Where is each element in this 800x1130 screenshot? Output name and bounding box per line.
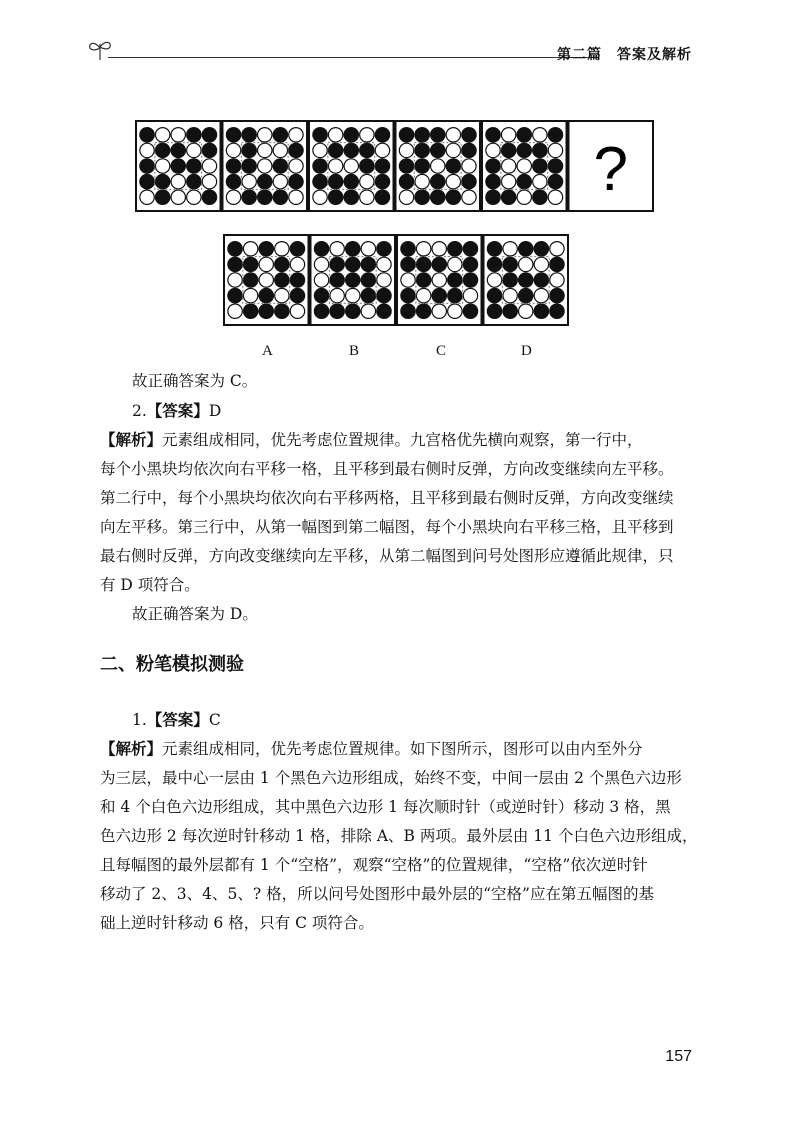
grid-circle	[242, 190, 256, 204]
q2-analysis-line-6: 有 D 项符合。	[100, 576, 200, 594]
grid-circle	[519, 288, 533, 302]
grid-circle	[202, 143, 216, 157]
grid-circle	[314, 288, 328, 302]
grid-circle	[503, 288, 517, 302]
grid-circle	[242, 159, 256, 173]
grid-circle	[487, 242, 501, 256]
grid-circle	[273, 128, 287, 142]
grid-circle	[273, 190, 287, 204]
grid-circle	[431, 128, 445, 142]
grid-circle	[313, 128, 327, 142]
grid-circle	[155, 128, 169, 142]
grid-circle	[550, 257, 564, 271]
grid-circle	[171, 174, 185, 188]
option-panel-b	[311, 235, 396, 325]
grid-circle	[228, 257, 242, 271]
grid-circle	[228, 273, 242, 287]
grid-circle	[401, 273, 415, 287]
q2-analysis-tag: 【解析】	[100, 430, 163, 449]
grid-circle	[519, 273, 533, 287]
grid-circle	[273, 159, 287, 173]
grid-circle	[399, 159, 413, 173]
grid-circle	[432, 242, 446, 256]
options-figure	[223, 234, 573, 326]
grid-circle	[501, 143, 515, 157]
option-label-b: B	[349, 343, 360, 359]
grid-circle	[463, 304, 477, 318]
grid-circle	[360, 128, 374, 142]
s2q1-analysis-line-6: 移动了 2、3、4、5、? 格，所以问号处图形中最外层的“空格”应在第五幅图的基	[100, 885, 654, 903]
grid-circle	[431, 143, 445, 157]
options-row	[223, 234, 573, 326]
grid-circle	[289, 159, 303, 173]
grid-circle	[446, 190, 460, 204]
grid-circle	[361, 257, 375, 271]
grid-circle	[486, 143, 500, 157]
grid-circle	[344, 190, 358, 204]
grid-circle	[360, 190, 374, 204]
grid-circle	[228, 288, 242, 302]
grid-circle	[534, 273, 548, 287]
grid-circle	[328, 143, 342, 157]
grid-circle	[446, 128, 460, 142]
grid-circle	[243, 257, 257, 271]
grid-circle	[275, 304, 289, 318]
grid-circle	[140, 143, 154, 157]
grid-circle	[401, 257, 415, 271]
question-panel-1	[136, 121, 221, 211]
grid-circle	[463, 257, 477, 271]
grid-circle	[226, 128, 240, 142]
q2-analysis-line-2: 每个小黑块均依次向右平移一格，且平移到最右侧时反弹，方向改变继续向左平移。	[100, 460, 674, 478]
grid-circle	[360, 174, 374, 188]
grid-circle	[415, 143, 429, 157]
q2-analysis-line-3: 第二行中，每个小黑块均依次向右平移两格，且平移到最右侧时反弹，方向改变继续	[100, 489, 674, 507]
grid-circle	[226, 174, 240, 188]
grid-circle	[399, 143, 413, 157]
grid-circle	[534, 257, 548, 271]
grid-circle	[432, 273, 446, 287]
grid-circle	[503, 242, 517, 256]
grid-circle	[259, 304, 273, 318]
grid-circle	[517, 174, 531, 188]
grid-circle	[344, 159, 358, 173]
grid-circle	[275, 273, 289, 287]
grid-circle	[533, 159, 547, 173]
grid-circle	[377, 288, 391, 302]
grid-circle	[187, 159, 201, 173]
grid-circle	[503, 304, 517, 318]
grid-circle	[187, 128, 201, 142]
grid-circle	[202, 159, 216, 173]
grid-circle	[171, 143, 185, 157]
option-panel-d	[484, 235, 569, 325]
s2q1-analysis-line-1	[100, 738, 700, 760]
grid-circle	[399, 174, 413, 188]
q2-analysis-line-4: 向左平移。第三行中，从第一幅图到第二幅图，每个小黑块向右平移三格，且平移到	[100, 518, 674, 536]
grid-circle	[330, 257, 344, 271]
grid-circle	[314, 257, 328, 271]
grid-circle	[431, 159, 445, 173]
grid-circle	[548, 143, 562, 157]
grid-circle	[171, 128, 185, 142]
q2-analysis-text: 元素组成相同，优先考虑位置规律。九宫格优先横向观察，第一行中，	[162, 431, 643, 449]
grid-circle	[273, 143, 287, 157]
grid-circle	[375, 143, 389, 157]
s2q1-analysis-line-7: 础上逆时针移动 6 格，只有 C 项符合。	[100, 914, 374, 932]
grid-circle	[377, 242, 391, 256]
grid-circle	[258, 190, 272, 204]
grid-circle	[431, 174, 445, 188]
q2-answer-tag: 【答案】	[146, 401, 209, 420]
grid-circle	[313, 159, 327, 173]
grid-circle	[377, 257, 391, 271]
grid-circle	[377, 273, 391, 287]
grid-circle	[202, 190, 216, 204]
grid-circle	[548, 174, 562, 188]
grid-circle	[226, 143, 240, 157]
grid-circle	[548, 128, 562, 142]
grid-circle	[289, 174, 303, 188]
grid-circle	[533, 174, 547, 188]
grid-circle	[273, 174, 287, 188]
grid-circle	[462, 174, 476, 188]
grid-circle	[330, 304, 344, 318]
grid-circle	[431, 190, 445, 204]
section-title: 二、粉笔模拟测验	[100, 654, 244, 675]
grid-circle	[448, 257, 462, 271]
grid-circle	[313, 143, 327, 157]
grid-circle	[375, 128, 389, 142]
grid-circle	[501, 159, 515, 173]
grid-circle	[243, 273, 257, 287]
grid-circle	[517, 190, 531, 204]
grid-circle	[534, 288, 548, 302]
q1-conclusion: 故正确答案为 C。	[132, 372, 258, 390]
question-panel-3	[309, 121, 394, 211]
option-label-c: C	[436, 343, 447, 359]
grid-circle	[259, 242, 273, 256]
grid-circle	[330, 242, 344, 256]
grid-circle	[314, 304, 328, 318]
grid-circle	[328, 159, 342, 173]
grid-circle	[487, 273, 501, 287]
grid-circle	[171, 159, 185, 173]
grid-circle	[401, 242, 415, 256]
grid-circle	[375, 190, 389, 204]
grid-circle	[487, 288, 501, 302]
grid-circle	[275, 257, 289, 271]
grid-circle	[140, 159, 154, 173]
question-panel-6	[569, 121, 654, 211]
grid-circle	[534, 242, 548, 256]
grid-circle	[517, 128, 531, 142]
grid-circle	[503, 257, 517, 271]
grid-circle	[259, 288, 273, 302]
grid-circle	[416, 288, 430, 302]
grid-circle	[548, 159, 562, 173]
grid-circle	[550, 304, 564, 318]
grid-circle	[360, 159, 374, 173]
grid-circle	[313, 190, 327, 204]
grid-circle	[462, 190, 476, 204]
grid-circle	[486, 159, 500, 173]
grid-circle	[155, 190, 169, 204]
question-panel-4	[396, 121, 481, 211]
q2-analysis-line-5: 最右侧时反弹，方向改变继续向左平移，从第二幅图到问号处图形应遵循此规律，只	[100, 547, 674, 565]
grid-circle	[361, 304, 375, 318]
grid-circle	[330, 273, 344, 287]
grid-circle	[290, 273, 304, 287]
grid-circle	[448, 273, 462, 287]
grid-circle	[290, 257, 304, 271]
grid-circle	[275, 242, 289, 256]
grid-circle	[463, 242, 477, 256]
grid-circle	[258, 143, 272, 157]
grid-circle	[187, 190, 201, 204]
grid-circle	[463, 273, 477, 287]
page-number: 157	[665, 1048, 692, 1065]
grid-circle	[242, 174, 256, 188]
s2q1-analysis-tag: 【解析】	[100, 739, 163, 758]
grid-circle	[202, 174, 216, 188]
grid-circle	[501, 174, 515, 188]
grid-circle	[275, 288, 289, 302]
grid-circle	[462, 159, 476, 173]
grid-circle	[140, 174, 154, 188]
grid-circle	[328, 128, 342, 142]
grid-circle	[226, 159, 240, 173]
grid-circle	[344, 143, 358, 157]
grid-circle	[243, 304, 257, 318]
s2q1-analysis-line-4: 色六边形 2 每次逆时针移动 1 格，排除 A、B 两项。最外层由 11 个白色六边形组成，	[100, 827, 698, 845]
grid-circle	[155, 159, 169, 173]
grid-circle	[289, 128, 303, 142]
q2-number: 2.	[132, 402, 147, 420]
option-panel-c	[397, 235, 482, 325]
grid-circle	[416, 273, 430, 287]
grid-circle	[401, 304, 415, 318]
grid-circle	[344, 174, 358, 188]
question-panel-2	[223, 121, 308, 211]
grid-circle	[487, 257, 501, 271]
grid-circle	[432, 288, 446, 302]
grid-circle	[243, 288, 257, 302]
grid-circle	[346, 288, 360, 302]
grid-circle	[243, 242, 257, 256]
grid-circle	[446, 159, 460, 173]
grid-circle	[432, 257, 446, 271]
grid-circle	[259, 257, 273, 271]
grid-circle	[187, 143, 201, 157]
q2-analysis-line-1	[100, 429, 700, 451]
grid-circle	[259, 273, 273, 287]
s2q1-analysis-text: 元素组成相同，优先考虑位置规律。如下图所示，图形可以由内至外分	[162, 740, 643, 758]
grid-circle	[448, 242, 462, 256]
grid-circle	[550, 273, 564, 287]
q2-conclusion: 故正确答案为 D。	[132, 605, 258, 623]
grid-circle	[361, 242, 375, 256]
grid-circle	[550, 242, 564, 256]
s2q1-analysis-line-3: 和 4 个白色六边形组成，其中黑色六边形 1 每次顺时针（或逆时针）移动 3 格，黑	[100, 798, 671, 816]
grid-circle	[503, 273, 517, 287]
grid-circle	[346, 242, 360, 256]
header-rule	[108, 57, 598, 58]
grid-circle	[314, 273, 328, 287]
grid-circle	[258, 159, 272, 173]
grid-circle	[501, 190, 515, 204]
question-row	[135, 120, 655, 212]
grid-circle	[155, 174, 169, 188]
grid-circle	[519, 304, 533, 318]
puzzle-figure	[135, 120, 655, 212]
grid-circle	[140, 128, 154, 142]
grid-circle	[416, 304, 430, 318]
grid-circle	[314, 242, 328, 256]
grid-circle	[533, 190, 547, 204]
q2-answer-value: D	[208, 402, 222, 420]
grid-circle	[258, 128, 272, 142]
grid-circle	[399, 128, 413, 142]
grid-circle	[415, 159, 429, 173]
grid-circle	[446, 174, 460, 188]
grid-circle	[187, 174, 201, 188]
grid-circle	[330, 288, 344, 302]
grid-circle	[401, 288, 415, 302]
grid-circle	[242, 143, 256, 157]
grid-circle	[375, 174, 389, 188]
grid-circle	[432, 304, 446, 318]
grid-circle	[360, 143, 374, 157]
grid-circle	[517, 159, 531, 173]
grid-circle	[548, 190, 562, 204]
grid-circle	[463, 288, 477, 302]
grid-circle	[519, 257, 533, 271]
grid-circle	[415, 174, 429, 188]
grid-circle	[346, 273, 360, 287]
grid-circle	[228, 242, 242, 256]
grid-circle	[487, 304, 501, 318]
grid-circle	[486, 128, 500, 142]
grid-circle	[448, 288, 462, 302]
grid-circle	[375, 159, 389, 173]
grid-circle	[486, 174, 500, 188]
grid-circle	[346, 257, 360, 271]
grid-circle	[448, 304, 462, 318]
running-header: 第二篇 答案及解析	[557, 47, 692, 63]
grid-circle	[313, 174, 327, 188]
q2-answer	[132, 400, 732, 422]
grid-circle	[202, 128, 216, 142]
grid-circle	[361, 273, 375, 287]
grid-circle	[416, 242, 430, 256]
grid-circle	[289, 143, 303, 157]
option-label-a: A	[262, 343, 273, 359]
s2q1-analysis-line-2: 为三层，最中心一层由 1 个黑色六边形组成，始终不变，中间一层由 2 个黑色六边形	[100, 769, 682, 787]
grid-circle	[519, 242, 533, 256]
grid-circle	[289, 190, 303, 204]
grid-circle	[328, 190, 342, 204]
s2q1-answer-tag: 【答案】	[146, 710, 209, 729]
grid-circle	[290, 304, 304, 318]
grid-circle	[533, 143, 547, 157]
s2q1-number: 1.	[132, 711, 147, 729]
grid-circle	[377, 304, 391, 318]
grid-circle	[462, 143, 476, 157]
grid-circle	[226, 190, 240, 204]
grid-circle	[228, 304, 242, 318]
grid-circle	[415, 190, 429, 204]
grid-circle	[550, 288, 564, 302]
grid-circle	[346, 304, 360, 318]
grid-circle	[290, 288, 304, 302]
s2q1-analysis-line-5: 且每幅图的最外层都有 1 个“空格”，观察“空格”的位置规律，“空格”依次逆时针	[100, 856, 648, 874]
s2q1-answer-value: C	[208, 711, 221, 729]
grid-circle	[171, 190, 185, 204]
option-panel-a	[224, 235, 309, 325]
grid-circle	[446, 143, 460, 157]
question-panel-5	[482, 121, 567, 211]
grid-circle	[534, 304, 548, 318]
grid-circle	[290, 242, 304, 256]
grid-circle	[399, 190, 413, 204]
question-mark: ?	[593, 135, 628, 204]
grid-circle	[361, 288, 375, 302]
grid-circle	[462, 128, 476, 142]
grid-circle	[328, 174, 342, 188]
grid-circle	[258, 174, 272, 188]
s2q1-answer	[132, 709, 732, 731]
grid-circle	[486, 190, 500, 204]
grid-circle	[416, 257, 430, 271]
grid-circle	[517, 143, 531, 157]
leaf-icon	[86, 38, 114, 62]
grid-circle	[501, 128, 515, 142]
grid-circle	[344, 128, 358, 142]
option-label-d: D	[521, 343, 532, 359]
grid-circle	[415, 128, 429, 142]
grid-circle	[140, 190, 154, 204]
grid-circle	[242, 128, 256, 142]
grid-circle	[533, 128, 547, 142]
grid-circle	[155, 143, 169, 157]
